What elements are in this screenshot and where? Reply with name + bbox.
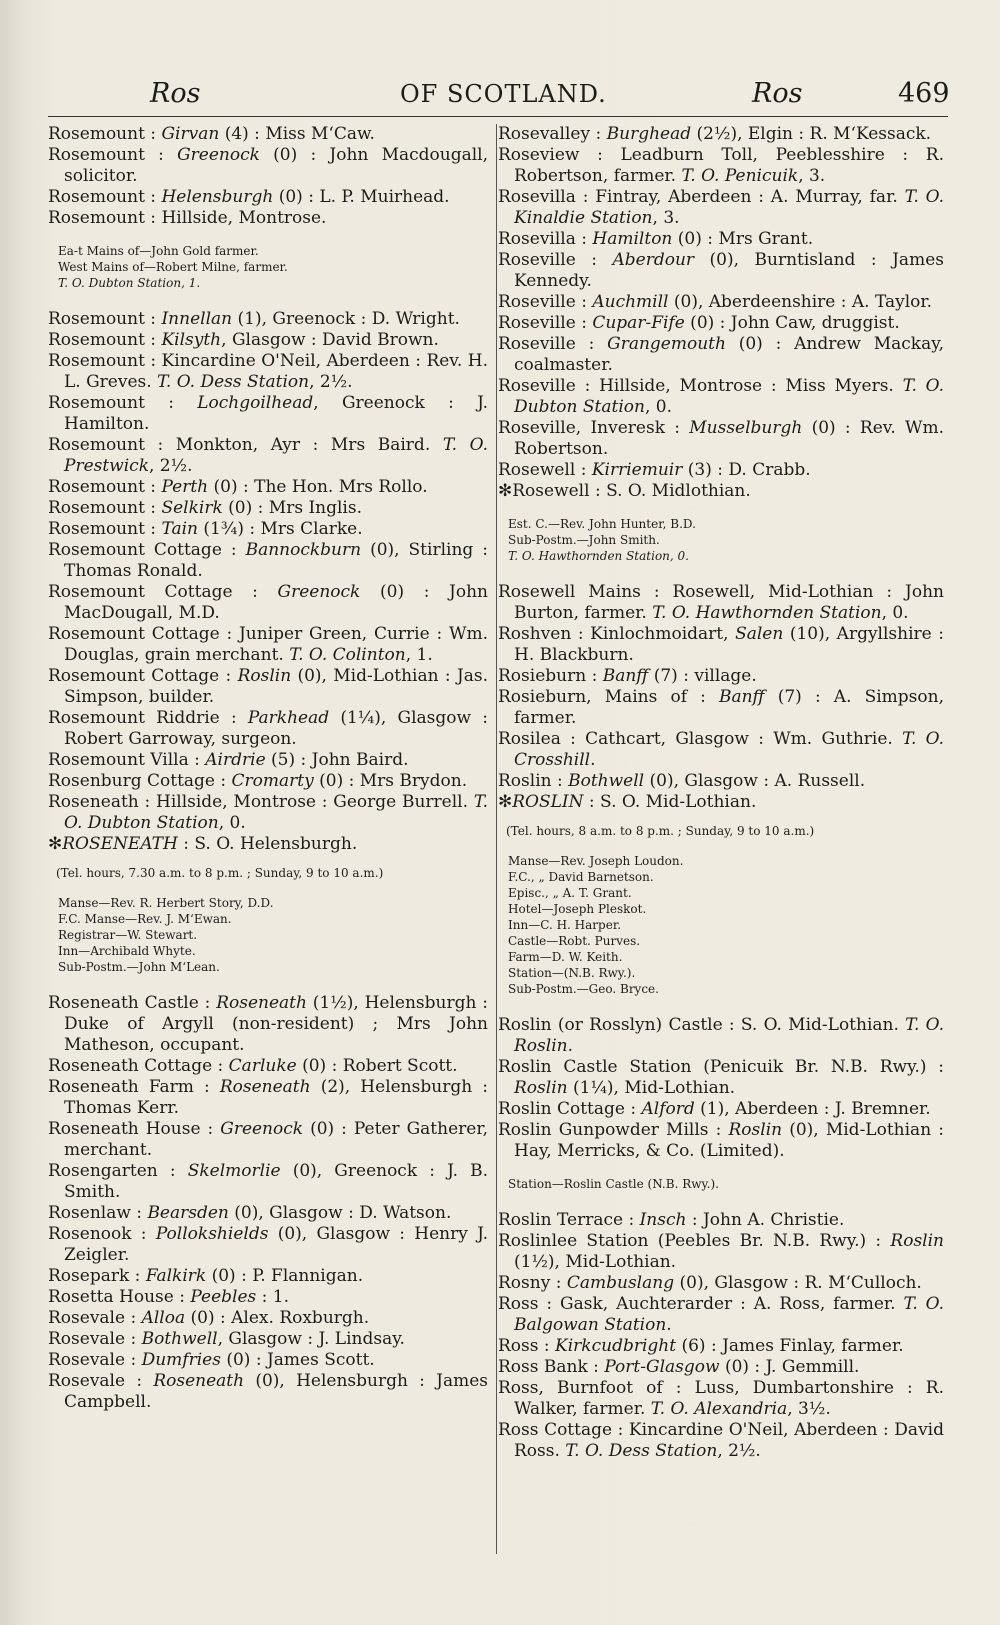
entry: Rosemount : Hillside, Montrose. xyxy=(48,208,327,228)
entry: Roslin Cottage : Alford (1), Aberdeen : J. Bremner. xyxy=(498,1099,931,1119)
entry: Roslinlee Station (Peebles Br. N.B. Rwy.) : Roslin (1½), Mid-Lothian. xyxy=(498,1231,944,1272)
entry: Rosemount : Lochgoilhead, Greenock : J. Hamilton. xyxy=(48,393,488,434)
entry: Roseville, Inveresk : Musselburgh (0) : Rev. Wm. Robertson. xyxy=(498,418,944,459)
entry: Rosenburg Cottage : Cromarty (0) : Mrs Brydon. xyxy=(48,771,468,791)
sub-entry-list: Manse—Rev. R. Herbert Story, D.D. F.C. Manse—Rev. J. M‘Ewan. Registrar—W. Stewart. Inn—Archibald Whyte. Sub-Postm.—John M‘Lean. xyxy=(58,896,274,974)
right-column xyxy=(498,124,944,1462)
entry: Roslin Gunpowder Mills : Roslin (0), Mid-Lothian : Hay, Merricks, & Co. (Limited). xyxy=(498,1120,944,1161)
entry: ✻Rosewell : S. O. Midlothian. xyxy=(498,481,751,501)
entry: Rosemount Cottage : Greenock (0) : John MacDougall, M.D. xyxy=(48,582,489,623)
entry: Rosevale : Dumfries (0) : James Scott. xyxy=(48,1350,375,1370)
header-left-guide-word: Ros xyxy=(150,78,201,109)
entry: Rosny : Cambuslang (0), Glasgow : R. M‘Culloch. xyxy=(498,1273,922,1293)
entry: Rosengarten : Skelmorlie (0), Greenock : J. B. Smith. xyxy=(48,1161,488,1202)
header-right-guide-word: Ros xyxy=(752,78,803,109)
entry: Rosepark : Falkirk (0) : P. Flannigan. xyxy=(48,1266,364,1286)
entry: Roseneath Farm : Roseneath (2), Helensburgh : Thomas Kerr. xyxy=(48,1077,488,1118)
telegraph-hours-note: (Tel. hours, 7.30 a.m. to 8 p.m. ; Sunday, 9 to 10 a.m.) xyxy=(56,866,384,880)
sub-entry-list: Manse—Rev. Joseph Loudon. F.C., „ David Barnetson. Episc., „ A. T. Grant. Hotel—Joseph Pleskot. Inn—C. H. Harper. Castle—Robt. Purves. Farm—D. W. Keith. Station—(N.B. Rwy.). Sub-Postm.—Geo. Bryce. xyxy=(508,854,684,996)
entry: Roshven : Kinlochmoidart, Salen (10), Argyllshire : H. Blackburn. xyxy=(498,624,944,665)
entry: Roseview : Leadburn Toll, Peeblesshire : R. Robertson, farmer. T. O. Penicuik, 3. xyxy=(498,145,944,186)
header-rule xyxy=(48,116,948,117)
entry: Roseneath House : Greenock (0) : Peter Gatherer, merchant. xyxy=(48,1119,488,1160)
entry: Rosemount Villa : Airdrie (5) : John Baird. xyxy=(48,750,409,770)
header-title: OF SCOTLAND. xyxy=(400,80,607,108)
entry: Rosemount : Perth (0) : The Hon. Mrs Rollo. xyxy=(48,477,428,497)
running-header xyxy=(0,78,1000,114)
entry: Roseville : Auchmill (0), Aberdeenshire : A. Taylor. xyxy=(498,292,933,312)
sub-entry-list: Ea-t Mains of—John Gold farmer. West Mains of—Robert Milne, farmer. T. O. Dubton Station, 1. xyxy=(58,244,288,290)
entry: Rosevale : Bothwell, Glasgow : J. Lindsay. xyxy=(48,1329,405,1349)
entry: Roslin Castle Station (Penicuik Br. N.B. Rwy.) : Roslin (1¼), Mid-Lothian. xyxy=(498,1057,944,1098)
entry: Rosieburn, Mains of : Banff (7) : A. Simpson, farmer. xyxy=(498,687,944,728)
entry: Ross Cottage : Kincardine O'Neil, Aberdeen : David Ross. T. O. Dess Station, 2½. xyxy=(498,1420,944,1461)
entry: Rosemount : Helensburgh (0) : L. P. Muirhead. xyxy=(48,187,450,207)
entry: Rosewell Mains : Rosewell, Mid-Lothian : John Burton, farmer. T. O. Hawthornden Station, 0. xyxy=(498,582,944,623)
entry: Rosemount Riddrie : Parkhead (1¼), Glasgow : Robert Garroway, surgeon. xyxy=(48,708,488,749)
entry: Rosenook : Pollokshields (0), Glasgow : Henry J. Zeigler. xyxy=(48,1224,488,1265)
entry: Roseneath : Hillside, Montrose : George Burrell. T. O. Dubton Station, 0. xyxy=(48,792,488,833)
entry: Rosieburn : Banff (7) : village. xyxy=(498,666,757,686)
entry: Rosevale : Roseneath (0), Helensburgh : James Campbell. xyxy=(48,1371,489,1412)
telegraph-hours-note: (Tel. hours, 8 a.m. to 8 p.m. ; Sunday, 9 to 10 a.m.) xyxy=(506,824,815,838)
entry: ✻ROSENEATH : S. O. Helensburgh. xyxy=(48,834,358,854)
entry: Roseville : Hillside, Montrose : Miss Myers. T. O. Dubton Station, 0. xyxy=(498,376,945,417)
entry: Rosenlaw : Bearsden (0), Glasgow : D. Watson. xyxy=(48,1203,452,1223)
entry: Rosemount : Selkirk (0) : Mrs Inglis. xyxy=(48,498,362,518)
entry: Rosemount : Kilsyth, Glasgow : David Brown. xyxy=(48,330,439,350)
entry: Rosevalley : Burghead (2½), Elgin : R. M‘Kessack. xyxy=(498,124,932,144)
entry: Rosemount Cottage : Juniper Green, Currie : Wm. Douglas, grain merchant. T. O. Colinton, 1. xyxy=(48,624,488,665)
entry: Ross Bank : Port-Glasgow (0) : J. Gemmill. xyxy=(498,1357,860,1377)
entry: Rosemount : Innellan (1), Greenock : D. Wright. xyxy=(48,309,460,329)
column-divider xyxy=(496,124,497,1554)
entry: Rosewell : Kirriemuir (3) : D. Crabb. xyxy=(498,460,811,480)
entry: Roslin (or Rosslyn) Castle : S. O. Mid-Lothian. T. O. Roslin. xyxy=(498,1015,945,1056)
entry: Rosilea : Cathcart, Glasgow : Wm. Guthrie. T. O. Crosshill. xyxy=(498,729,945,770)
left-column xyxy=(48,124,488,1413)
page-number: 469 xyxy=(898,78,950,109)
entry: Rosevilla : Hamilton (0) : Mrs Grant. xyxy=(498,229,814,249)
entry: Rosemount : Tain (1¾) : Mrs Clarke. xyxy=(48,519,363,539)
entry: Roseville : Aberdour (0), Burntisland : James Kennedy. xyxy=(498,250,944,291)
entry: Ross, Burnfoot of : Luss, Dumbartonshire : R. Walker, farmer. T. O. Alexandria, 3½. xyxy=(498,1378,944,1419)
sub-entry-list: Station—Roslin Castle (N.B. Rwy.). xyxy=(508,1177,719,1191)
entry: Roslin Terrace : Insch : John A. Christie. xyxy=(498,1210,845,1230)
entry: Roseneath Cottage : Carluke (0) : Robert Scott. xyxy=(48,1056,458,1076)
entry: Ross : Kirkcudbright (6) : James Finlay, farmer. xyxy=(498,1336,904,1356)
entry: Roseneath Castle : Roseneath (1½), Helensburgh : Duke of Argyll (non-resident) ; Mrs John Matheson, occupant. xyxy=(48,993,488,1055)
entry: Rosemount : Greenock (0) : John Macdougall, solicitor. xyxy=(48,145,488,186)
entry: ✻ROSLIN : S. O. Mid-Lothian. xyxy=(498,792,757,812)
entry: Rosemount Cottage : Bannockburn (0), Stirling : Thomas Ronald. xyxy=(48,540,488,581)
entry: Rosevale : Alloa (0) : Alex. Roxburgh. xyxy=(48,1308,370,1328)
entry: Rosetta House : Peebles : 1. xyxy=(48,1287,290,1307)
entry: Rosemount : Kincardine O'Neil, Aberdeen : Rev. H. L. Greves. T. O. Dess Station, 2½. xyxy=(48,351,488,392)
entry: Roslin : Bothwell (0), Glasgow : A. Russell. xyxy=(498,771,866,791)
entry: Roseville : Cupar-Fife (0) : John Caw, druggist. xyxy=(498,313,900,333)
entry: Rosemount : Monkton, Ayr : Mrs Baird. T. O. Prestwick, 2½. xyxy=(48,435,488,476)
entry: Ross : Gask, Auchterarder : A. Ross, farmer. T. O. Balgowan Station. xyxy=(498,1294,944,1335)
sub-entry-list: Est. C.—Rev. John Hunter, B.D. Sub-Postm.—John Smith. T. O. Hawthornden Station, 0. xyxy=(508,517,696,563)
entry: Rosevilla : Fintray, Aberdeen : A. Murray, far. T. O. Kinaldie Station, 3. xyxy=(498,187,944,228)
entry: Rosemount : Girvan (4) : Miss M‘Caw. xyxy=(48,124,375,144)
entry: Roseville : Grangemouth (0) : Andrew Mackay, coalmaster. xyxy=(498,334,944,375)
entry: Rosemount Cottage : Roslin (0), Mid-Lothian : Jas. Simpson, builder. xyxy=(48,666,488,707)
